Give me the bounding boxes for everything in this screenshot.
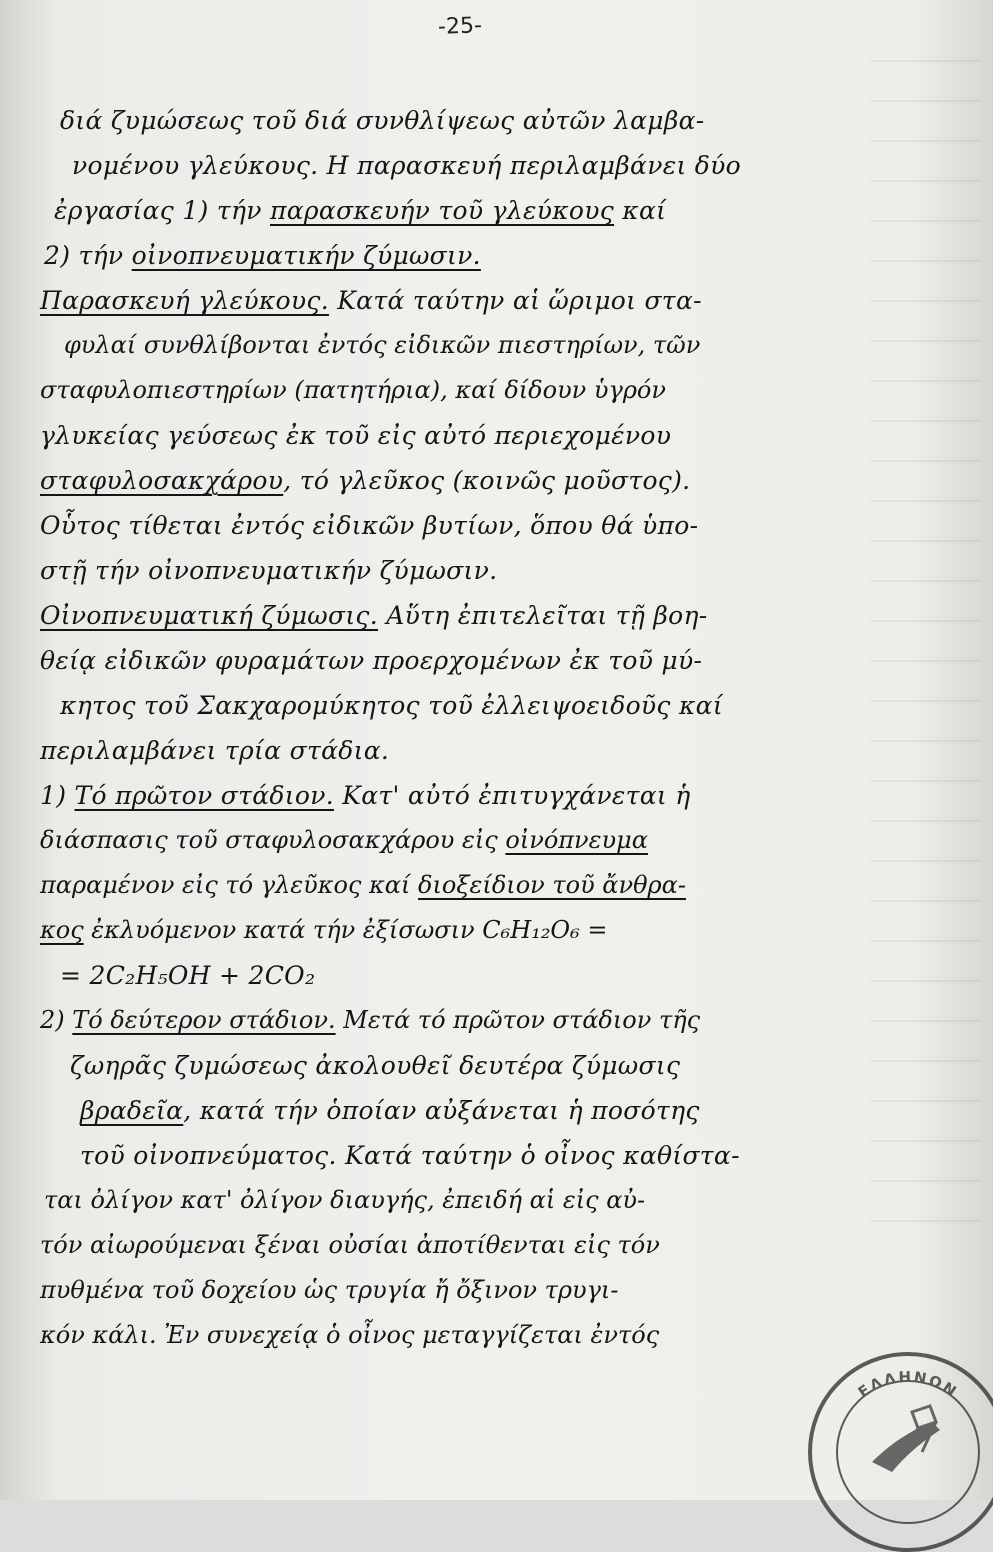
text-line	[40, 1088, 880, 1133]
underlined-phrase: Οἰνοπνευματική ζύμωσις.	[40, 601, 378, 630]
text-line	[40, 233, 880, 278]
text-line	[40, 773, 880, 818]
underlined-phrase: οἰνόπνευμα	[505, 826, 648, 854]
text-line	[40, 323, 880, 368]
text-line	[40, 1043, 880, 1088]
text-segment: περιλαμβάνει τρία στάδια.	[40, 736, 390, 765]
text-segment: ζωηρᾶς ζυμώσεως ἀκολουθεῖ δευτέρα ζύμωσις	[70, 1051, 681, 1080]
underlined-phrase: Παρασκευή γλεύκους.	[40, 286, 329, 315]
underlined-phrase: οἰνοπνευματικήν ζύμωσιν.	[131, 241, 481, 270]
handwritten-text-block	[40, 98, 880, 1358]
text-line	[40, 863, 880, 908]
text-segment: τοῦ οἰνοπνεύματος. Κατά ταύτην ὁ οἶνος καθίστα-	[80, 1141, 740, 1170]
underlined-phrase: Τό δεύτερον στάδιον.	[72, 1006, 336, 1034]
text-segment: νομένου γλεύκους. Η παρασκευή περιλαμβάνει δύο	[72, 151, 741, 180]
text-segment: Αὕτη ἐπιτελεῖται τῇ βοη-	[377, 601, 708, 630]
underlined-phrase: διοξείδιον τοῦ ἄνθρα-	[418, 871, 686, 899]
text-line	[40, 818, 880, 863]
text-line	[40, 638, 880, 683]
text-segment: ται ὀλίγον κατ' ὀλίγον διαυγής, ἐπειδή αἱ εἰς αὐ-	[44, 1186, 646, 1214]
text-segment: πυθμένα τοῦ δοχείου ὡς τρυγία ἤ ὄξινον τρυγι-	[40, 1276, 619, 1304]
text-line	[40, 98, 880, 143]
underlined-phrase: σταφυλοσακχάρου	[40, 466, 284, 495]
text-segment: παραμένον εἰς τό γλεῦκος καί	[40, 871, 419, 899]
text-line	[40, 1178, 880, 1223]
text-segment: Κατ' αὐτό ἐπιτυγχάνεται ἡ	[333, 781, 691, 810]
text-segment: διάσπασις τοῦ σταφυλοσακχάρου εἰς	[40, 826, 506, 854]
text-line	[40, 1268, 880, 1313]
underlined-phrase: παρασκευήν τοῦ γλεύκους	[270, 196, 615, 225]
text-segment: τόν αἰωρούμεναι ξέναι οὐσίαι ἀποτίθενται εἰς τόν	[40, 1231, 660, 1259]
text-line	[40, 503, 880, 548]
text-segment: Κατά ταύτην αἱ ὥριμοι στα-	[328, 286, 702, 315]
text-line	[40, 593, 880, 638]
text-segment: κόν κάλι. Ἐν συνεχείᾳ ὁ οἶνος μεταγγίζεται ἐντός	[40, 1321, 660, 1349]
text-line	[40, 953, 880, 998]
text-line	[40, 188, 880, 233]
text-line	[40, 368, 880, 413]
underlined-phrase: κος	[40, 916, 84, 944]
text-segment: 2)	[40, 1006, 73, 1034]
text-line	[40, 143, 880, 188]
bleed-through-text	[870, 60, 980, 1260]
text-segment: διά ζυμώσεως τοῦ διά συνθλίψεως αὐτῶν λαμβα-	[60, 106, 705, 135]
text-segment: , τό γλεῦκος (κοινῶς μοῦστος).	[283, 466, 691, 495]
text-segment: Οὗτος τίθεται ἐντός εἰδικῶν βυτίων, ὅπου θά ὑπο-	[40, 511, 699, 540]
text-line	[40, 278, 880, 323]
text-segment: 1)	[40, 781, 75, 810]
text-line	[40, 683, 880, 728]
text-line	[40, 458, 880, 503]
text-line	[40, 413, 880, 458]
underlined-phrase: Τό πρῶτον στάδιον.	[74, 781, 334, 810]
text-segment: σταφυλοπιεστηρίων (πατητήρια), καί δίδουν ὑγρόν	[40, 376, 666, 404]
text-segment: 2) τήν	[44, 241, 132, 270]
text-line	[40, 548, 880, 593]
text-line	[40, 908, 880, 953]
text-line	[40, 1133, 880, 1178]
text-segment: καί	[614, 196, 667, 225]
text-segment: ἐργασίας 1) τήν	[54, 196, 270, 225]
library-stamp	[808, 1352, 993, 1552]
text-segment: στῇ τήν οἰνοπνευματικήν ζύμωσιν.	[40, 556, 498, 585]
text-line	[40, 1223, 880, 1268]
text-segment: γλυκείας γεύσεως ἐκ τοῦ εἰς αὐτό περιεχομένου	[40, 421, 672, 450]
text-line	[40, 1313, 880, 1358]
text-segment: , κατά τήν ὁποίαν αὐξάνεται ἡ ποσότης	[183, 1096, 700, 1125]
text-line	[40, 998, 880, 1043]
text-segment: θείᾳ εἰδικῶν φυραμάτων προερχομένων ἐκ τοῦ μύ-	[40, 646, 703, 675]
text-line	[40, 728, 880, 773]
text-segment: = 2C₂H₅OH + 2CO₂	[60, 961, 316, 990]
underlined-phrase: βραδεῖα	[80, 1096, 184, 1125]
stamp-emblem-icon	[852, 1392, 962, 1502]
svg-text:ΕΛΛΗΝΩΝ: ΕΛΛΗΝΩΝ	[854, 1367, 962, 1402]
page-number: -25-	[437, 13, 483, 40]
text-segment: φυλαί συνθλίβονται ἐντός εἰδικῶν πιεστηρίων, τῶν	[64, 331, 701, 359]
text-segment: κητος τοῦ Σακχαρομύκητος τοῦ ἐλλειψοειδοῦς καί	[60, 691, 723, 720]
text-segment: ἐκλυόμενον κατά τήν ἐξίσωσιν C₆H₁₂O₆ =	[83, 916, 608, 944]
text-segment: Μετά τό πρῶτον στάδιον τῆς	[335, 1006, 701, 1034]
